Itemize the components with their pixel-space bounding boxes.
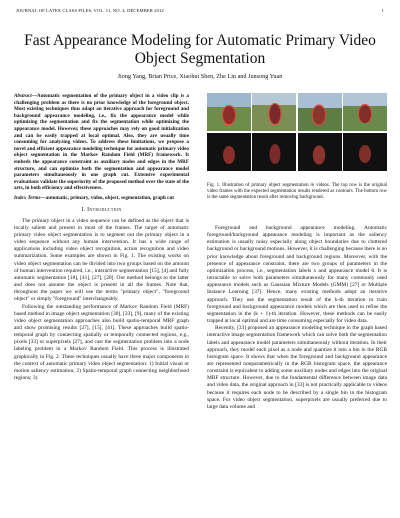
segmented-frame bbox=[298, 133, 342, 171]
segmented-frame bbox=[343, 133, 387, 171]
video-frame bbox=[207, 93, 251, 131]
journal-header: JOURNAL OF LATEX CLASS FILES, VOL. 11, NO. 4, DECEMBER 2012 bbox=[16, 8, 164, 13]
right-paragraph-1: Foreground and background appearance modeling. Automatic foreground/background appearance modeling is important as the saliency estimation is usually noisy especially along object boundaries due to cluttered background or background motions. However, it is challenging because there is no prior knowledge about foreground and background regions. Moreover, with the presence of appearance constraint, there are two groups of parameters in the optimization process, i.e., segmentation labels x and appearance model θ. It is intractable to solve both parameters simultaneously for many commonly used appearance models such as Gaussian Mixture Models (GMM) [27] or Multiple Instance Learning [37]. Hence, many existing methods adopt an iterative approach. They use the segmentation result of the k-th iteration to train foreground and background appearance models which are then used to refine the segmentation in the (k + 1)-th iteration. However, these methods can be easily trapped at local optimal and are time consuming especially for video data. bbox=[207, 225, 387, 325]
abstract bbox=[14, 93, 189, 192]
original-frames-row bbox=[207, 93, 387, 131]
author-list: Jiong Yang, Brian Price, Xiaohui Shen, Zhe Lin and Junsong Yuan bbox=[117, 73, 283, 80]
abstract-text: —Automatic segmentation of the primary object in a video clip is a challenging problem as there is no prior knowledge of the foreground object. Most existing techniques thus adapt an iterative approach for foreground and background appearance modeling, i.e., fix the appearance model while optimizing the segmentation and fix the segmentation while optimizing the appearance model. However, these approaches may rely on good initialization and can be easily trapped at local optimal. Also, they are usually time consuming for analyzing videos. To address these limitations, we propose a novel and efficient appearance modeling technique for automatic primary video object segmentation in the Markov Random Field (MRF) framework. It embeds the appearance constraint as auxiliary nodes and edges in the MRF structure, and can optimize both the segmentation and appearance model parameters simultaneously in one graph cut. Extensive experimental evaluations validate the superiority of the proposed method over the state of the arts, in both efficiency and effectiveness. bbox=[14, 93, 189, 192]
video-frame bbox=[298, 93, 342, 131]
abstract-label: Abstract bbox=[14, 93, 32, 99]
segmented-frame bbox=[252, 133, 296, 171]
right-paragraph-2: Recently, [33] proposed an appearance modeling technique in the graph based interactive image segmentation framework which can solve both the segmentation labels and appearance model parameters simultaneously without iteration. In their approach, they model each pixel as a node and quantize it into a bin in the RGB histogram space. It shows that when the foreground and background appearance are represented nonparametrically in the RGB histogram space, the appearance constraint is equivalent to adding some auxiliary nodes and edges into the original MRF structure. However, due to the fundamental difference between image data and video data, the original approach in [33] is not practically applicable to videos because it requires each node to be described by a single bin in the histogram space. For video object segmentation, superpixels are usually preferred due to large data volume and bbox=[207, 325, 387, 410]
index-terms-text: —automatic, primary, video, object, segmentation, graph cut bbox=[40, 194, 175, 201]
segmented-frames-row bbox=[207, 133, 387, 171]
figure-1 bbox=[207, 93, 387, 221]
intro-paragraph-1: The primary object in a video sequence can be defined as the object that is locally salient and present in most of the frames. The target of automatic primary video object segmentation is to segment out the primary object in a video sequence without any human intervention. It has a wide range of applications including video object recognition, action recognition and video summarization. Some examples are shown in Fig. 1. The existing works on video object segmentation can be divided into two groups based on the amount of human intervention required, i.e., interactive segmentation [15], [4] and fully automatic segmentation [18], [41], [27], [20]. Our method belongs to the latter and does not assume the object is present in all the frames. Note that, throughout the paper we will use the terms "primary object", "foreground object" or simply "foreground" interchangeably. bbox=[14, 217, 189, 303]
figure-spacer bbox=[207, 173, 387, 181]
segmented-frame bbox=[207, 133, 251, 171]
index-terms bbox=[14, 195, 189, 202]
section-heading: I. Introduction bbox=[81, 206, 122, 213]
figure-caption: Fig. 1. Illustration of primary object segmentation in videos. The top row is the original video frames with the expected segmentation results rendered as contours. The bottom row is the same segmentation result after removing background. bbox=[207, 183, 387, 201]
index-terms-label: Index Terms bbox=[14, 194, 41, 201]
running-header bbox=[16, 8, 384, 13]
video-frame bbox=[252, 93, 296, 131]
intro-paragraph-2: Following the outstanding performance of Markov Random Field (MRF) based method in image object segmentation [30], [33], [9], many of the existing video object segmentation approaches also build spatio-temporal MRF graph and show promising results [27], [15], [41]. These approaches build spatio-temporal graph by connecting spatially or temporally connected regions, e.g., pixels [33] or superpixels [27], and cast the segmentation problem into a node labeling problem in a Markov Random Field. This process is illustrated graphically in Fig. 2. These techniques usually have three major components in the context of automatic primary video object segmentation: 1) Initial visual or motion saliency estimation; 2) Spatio-temporal graph connecting neighborhood regions; 3) bbox=[14, 303, 189, 382]
right-column bbox=[207, 93, 387, 411]
left-column bbox=[14, 93, 189, 382]
page-number: 1 bbox=[381, 8, 384, 13]
paper-title: Fast Appearance Modeling for Automatic Primary Video Object Segmentation bbox=[24, 32, 376, 67]
video-frame bbox=[343, 93, 387, 131]
